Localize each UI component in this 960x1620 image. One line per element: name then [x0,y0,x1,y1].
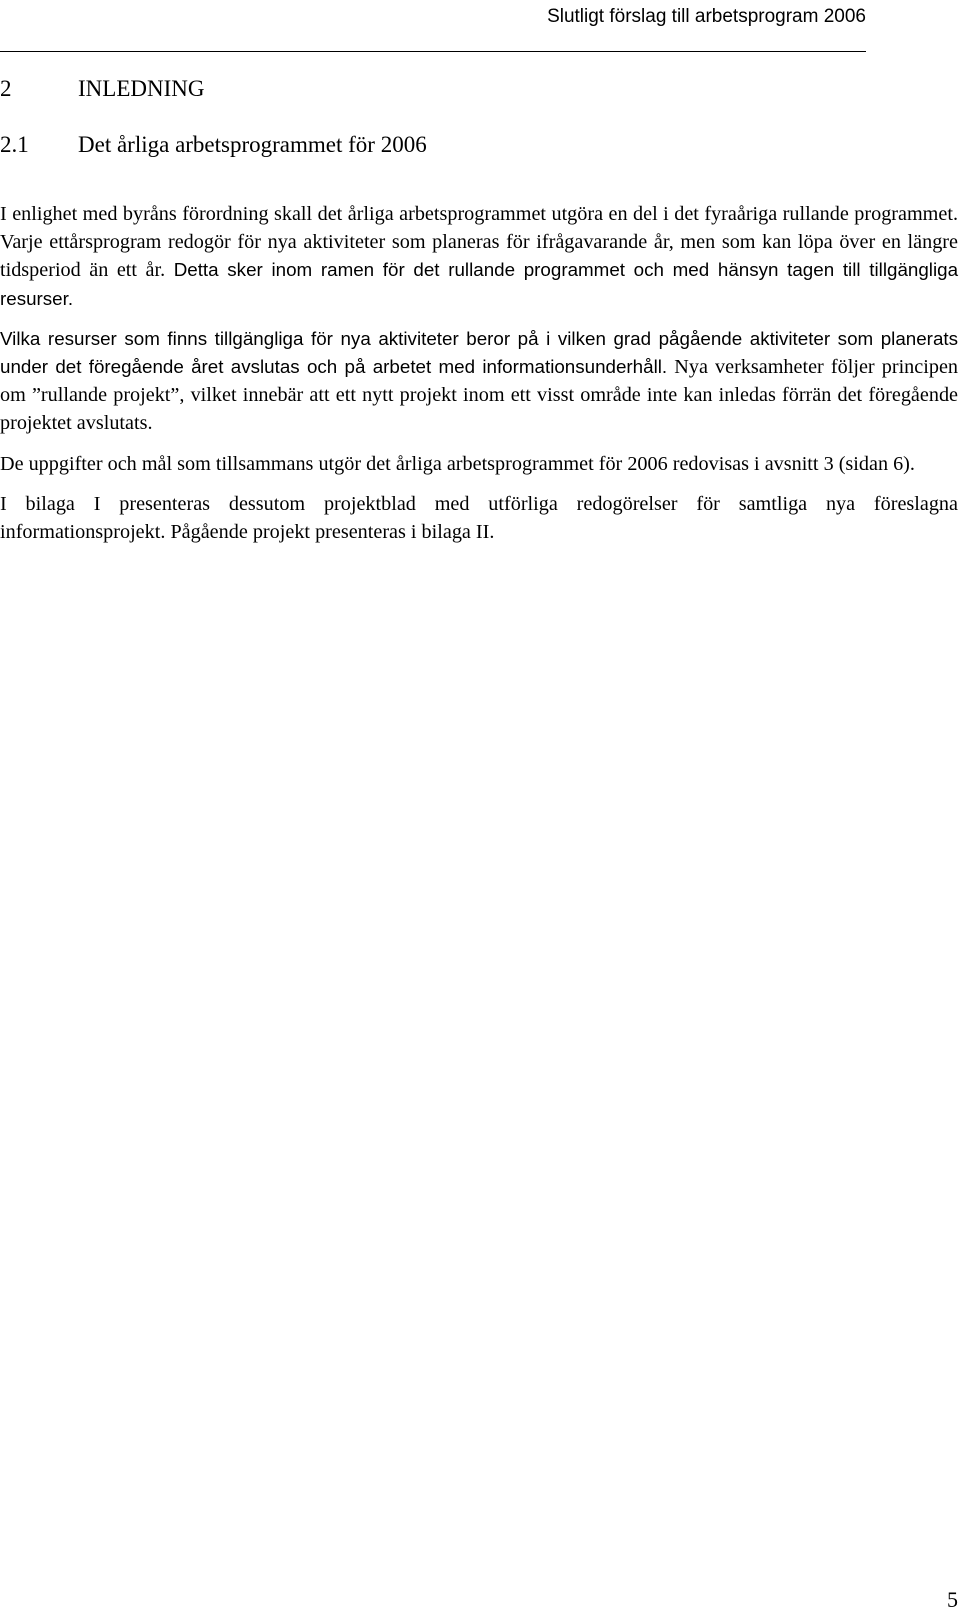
paragraph-3: De uppgifter och mål som tillsammans utgör det årliga arbetsprogrammet för 2006 redovisas i avsnitt 3 (sidan 6). [0,452,915,475]
subsection-heading [0,130,427,160]
subsection-title: Det årliga arbetsprogrammet för 2006 [78,132,427,157]
running-header [0,0,866,52]
paragraph-2 [0,325,958,438]
paragraph-1 [0,200,958,313]
section-number: 2 [0,76,12,101]
section-title: INLEDNING [78,76,205,101]
running-header-title: Slutligt förslag till arbetsprogram 2006 [547,6,866,27]
body-text [0,200,958,558]
section-heading [0,74,204,104]
paragraph-1-serif-part: I enlighet med byråns förordning skall det årliga arbetsprogrammet utgöra en del i det fyraåriga rullande programmet. Varje ettårsprogram redogör för nya aktiviteter som planeras för ifrågavarande år, men som kan löpa över en längre tidsperiod än ett år. [0,203,958,282]
paragraph-4: I bilaga I presenteras dessutom projektblad med utförliga redogörelser för samtliga nya föreslagna informationsprojekt. Pågående projekt presenteras i bilaga II. [0,492,958,544]
paragraph-2-sans-part: Vilka resurser som finns tillgängliga för nya aktiviteter beror på i vilken grad pågående aktiviteter som planerats under det föregående året avslutas och på arbetet med informationsunderhåll. [0,327,958,378]
subsection-number: 2.1 [0,132,29,157]
paragraph-2-serif-part: Nya verksamheter följer principen om ”rullande projekt”, vilket innebär att ett nytt projekt inom ett visst område inte kan inledas förrän det föregående projektet avslutats. [0,356,958,435]
page-number: 5 [947,1587,958,1612]
paragraph-1-sans-part: Detta sker inom ramen för det rullande programmet och med hänsyn tagen till tillgängliga resurser. [0,259,959,309]
